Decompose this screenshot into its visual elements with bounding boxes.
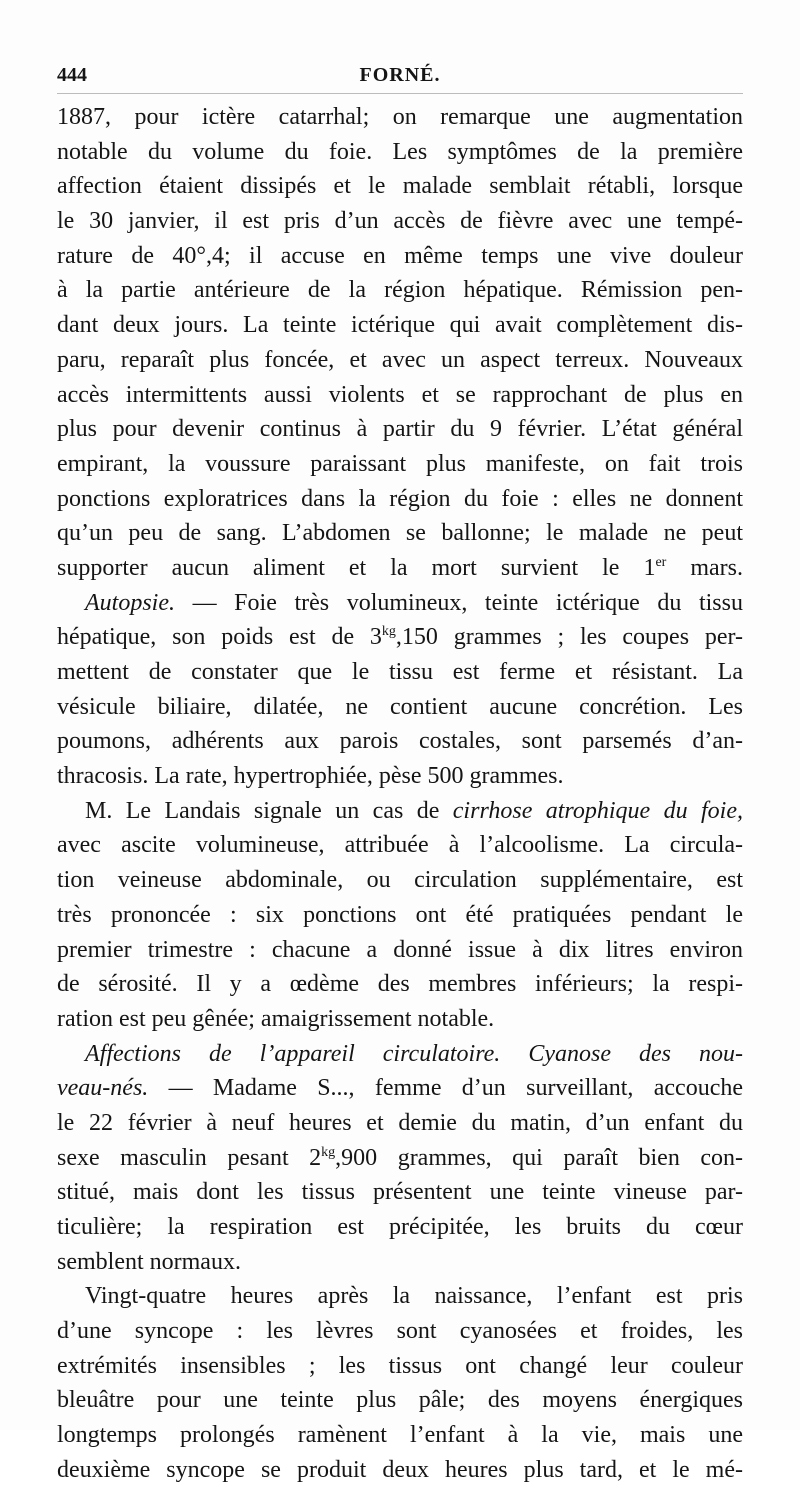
text-run: très prononcée : six ponctions ont été pratiquées pendant le bbox=[57, 901, 743, 928]
text-run: M. Le Landais signale un cas de bbox=[85, 797, 453, 824]
text-run: à la partie antérieure de la région hépatique. Rémission pen- bbox=[57, 277, 743, 304]
text-line bbox=[57, 1175, 743, 1210]
text-run: stitué, mais dont les tissus présentent une teinte vineuse par- bbox=[57, 1179, 743, 1206]
text-line bbox=[57, 100, 743, 135]
text-line bbox=[57, 863, 743, 898]
text-run: hépatique, son poids est de 3 bbox=[57, 624, 382, 651]
running-head: FORNÉ. bbox=[359, 64, 441, 86]
italic-run: Autopsie. bbox=[85, 589, 175, 616]
text-line bbox=[57, 308, 743, 343]
text-run: ration est peu gênée; amaigrissement notable. bbox=[57, 1005, 495, 1032]
text-run: d’une syncope : les lèvres sont cyanosées et froides, les bbox=[57, 1318, 743, 1345]
text-line bbox=[57, 1383, 743, 1418]
text-line bbox=[57, 412, 743, 447]
text-run: deuxième syncope se produit deux heures plus tard, et le mé- bbox=[57, 1456, 743, 1483]
text-run: dant deux jours. La teinte ictérique qui avait complètement dis- bbox=[57, 312, 743, 339]
text-run: ,150 grammes ; les coupes per- bbox=[395, 624, 743, 651]
italic-run: cirrhose atrophique du foie, bbox=[452, 797, 743, 824]
text-run: mettent de constater que le tissu est ferme et résistant. La bbox=[57, 659, 743, 685]
text-line bbox=[57, 1210, 743, 1245]
text-line bbox=[57, 516, 743, 551]
text-line bbox=[57, 933, 743, 968]
text-line bbox=[57, 1349, 743, 1384]
text-line bbox=[57, 967, 743, 1002]
text-run: semblent normaux. bbox=[57, 1248, 241, 1275]
text-run: qu’un peu de sang. L’abdomen se ballonne; le malade ne peut bbox=[57, 520, 743, 547]
text-run: — Foie très volumineux, teinte ictérique du tissu bbox=[175, 589, 743, 616]
text-line bbox=[57, 828, 743, 863]
italic-run: Affections de l’appareil circulatoire. Cyanose des nou- bbox=[85, 1040, 743, 1067]
italic-run: veau-nés. bbox=[57, 1075, 149, 1102]
text-run: Vingt-quatre heures après la naissance, l’enfant est pris bbox=[85, 1283, 743, 1310]
text-line bbox=[57, 620, 743, 655]
text-run: bleuâtre pour une teinte plus pâle; des moyens énergiques bbox=[57, 1387, 743, 1414]
text-run: 1887, pour ictère catarrhal; on remarque une augmentation bbox=[57, 104, 743, 130]
text-line bbox=[57, 1314, 743, 1349]
text-run: — Madame S..., femme d’un surveillant, accouche bbox=[148, 1075, 743, 1102]
text-line bbox=[57, 1453, 743, 1488]
text-line bbox=[57, 1106, 743, 1141]
text-line bbox=[57, 1002, 743, 1037]
page-number: 444 bbox=[57, 64, 87, 86]
text-line bbox=[57, 1071, 743, 1106]
text-line bbox=[57, 378, 743, 413]
text-run: notable du volume du foie. Les symptômes de la première bbox=[57, 138, 743, 165]
text-run: ticulière; la respiration est précipitée, les bruits du cœur bbox=[57, 1214, 743, 1240]
text-run: poumons, adhérents aux parois costales, sont parsemés d’an- bbox=[57, 728, 743, 755]
page-header bbox=[57, 64, 743, 94]
text-line bbox=[57, 204, 743, 239]
text-line bbox=[57, 482, 743, 517]
text-run: thracosis. La rate, hypertrophiée, pèse 500 grammes. bbox=[57, 763, 564, 790]
text-run: le 22 février à neuf heures et demie du matin, d’un enfant du bbox=[57, 1109, 743, 1136]
text-line bbox=[57, 273, 743, 308]
text-line bbox=[57, 1418, 743, 1453]
text-run: avec ascite volumineuse, attribuée à l’alcoolisme. La circula- bbox=[57, 832, 743, 859]
text-line bbox=[57, 239, 743, 274]
text-line bbox=[57, 135, 743, 170]
body-text bbox=[57, 100, 743, 1483]
text-line bbox=[57, 1141, 743, 1176]
text-run: supporter aucun aliment et la mort survient le bbox=[57, 554, 644, 581]
text-run: ,900 grammes, qui paraît bien con- bbox=[335, 1144, 743, 1171]
text-line bbox=[57, 1279, 743, 1314]
text-run: de sérosité. Il y a œdème des membres inférieurs; la respi- bbox=[57, 971, 743, 998]
text-line bbox=[57, 586, 743, 621]
text-run: tion veineuse abdominale, ou circulation supplémentaire, est bbox=[57, 867, 743, 894]
text-line bbox=[57, 447, 743, 482]
superscript: kg bbox=[381, 624, 396, 640]
text-run: 1 bbox=[643, 554, 656, 581]
text-run: empirant, la voussure paraissant plus manifeste, on fait trois bbox=[57, 450, 743, 477]
text-line bbox=[57, 1037, 743, 1072]
text-run: plus pour devenir continus à partir du 9 février. L’état général bbox=[57, 416, 743, 443]
text-line bbox=[57, 1245, 743, 1280]
text-run: premier trimestre : chacune a donné issue à dix litres environ bbox=[57, 936, 743, 963]
header-rule bbox=[57, 93, 743, 94]
text-run: affection étaient dissipés et le malade semblait rétabli, lorsque bbox=[57, 173, 743, 200]
text-run: accès intermittents aussi violents et se rapprochant de plus en bbox=[57, 381, 743, 408]
text-line bbox=[57, 724, 743, 759]
text-run: rature de 40°,4; il accuse en même temps une vive douleur bbox=[57, 242, 743, 269]
text-run: ponctions exploratrices dans la région du foie : elles ne donnent bbox=[57, 485, 743, 512]
text-run: paru, reparaît plus foncée, et avec un aspect terreux. Nouveaux bbox=[57, 346, 743, 373]
text-line bbox=[57, 898, 743, 933]
text-line bbox=[57, 551, 743, 586]
superscript: kg bbox=[321, 1144, 336, 1160]
text-line bbox=[57, 655, 743, 690]
text-line bbox=[57, 690, 743, 725]
text-run: extrémités insensibles ; les tissus ont changé leur couleur bbox=[57, 1352, 743, 1379]
text-run: vésicule biliaire, dilatée, ne contient aucune concrétion. Les bbox=[57, 693, 743, 720]
text-line bbox=[57, 169, 743, 204]
superscript: er bbox=[655, 554, 667, 570]
text-line bbox=[57, 794, 743, 829]
text-line bbox=[57, 759, 743, 794]
text-run: le 30 janvier, il est pris d’un accès de fièvre avec une tempé- bbox=[57, 208, 743, 235]
text-run: mars. bbox=[666, 554, 743, 581]
text-line bbox=[57, 343, 743, 378]
text-run: sexe masculin pesant 2 bbox=[57, 1144, 322, 1171]
text-run: longtemps prolongés ramènent l’enfant à la vie, mais une bbox=[57, 1422, 743, 1449]
